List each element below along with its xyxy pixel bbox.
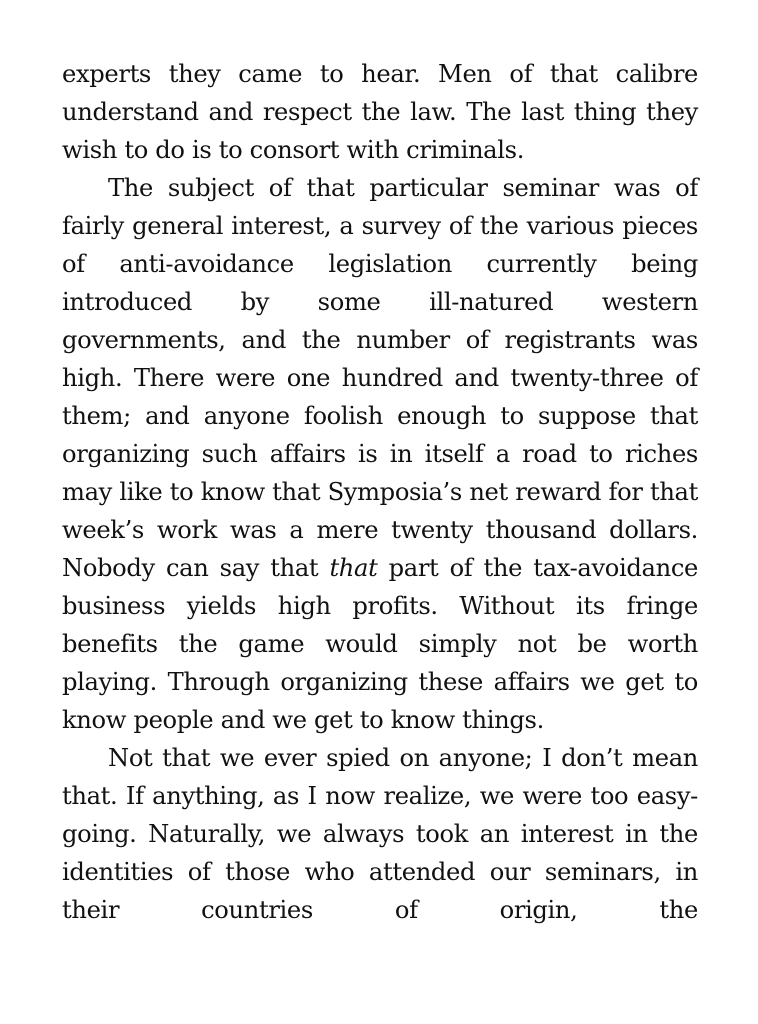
ebook-page-body bbox=[62, 55, 698, 929]
paragraph-text: Not that we ever spied on anyone; I don’t mean that. If anything, as I now realize, we were too easy-going. Naturally, we always took an interest in the identities of those who attended our seminars, in their countries of origin, the bbox=[62, 744, 698, 924]
paragraph-text: part of the tax-avoidance business yields high profits. Without its fringe benefits the game would simply not be worth playing. Through organizing these affairs we get to know people and we get to know things. bbox=[62, 554, 698, 734]
paragraph-not-spied bbox=[62, 739, 698, 929]
paragraph-text: The subject of that particular seminar was of fairly general interest, a survey of the various pieces of anti-avoidance legislation currently being introduced by some ill-natured western governments, and the number of registrants was high. There were one hundred and twenty-three of them; and anyone foolish enough to suppose that organizing such affairs is in itself a road to riches may like to know that Symposia’s net reward for that week’s work was a mere twenty thousand dollars. Nobody can say that bbox=[62, 174, 698, 582]
paragraph-text: experts they came to hear. Men of that calibre understand and respect the law. The last thing they wish to do is to consort with criminals. bbox=[62, 60, 698, 164]
paragraph-continued bbox=[62, 55, 698, 169]
emphasized-word: that bbox=[329, 554, 378, 582]
paragraph-seminar-subject bbox=[62, 169, 698, 739]
